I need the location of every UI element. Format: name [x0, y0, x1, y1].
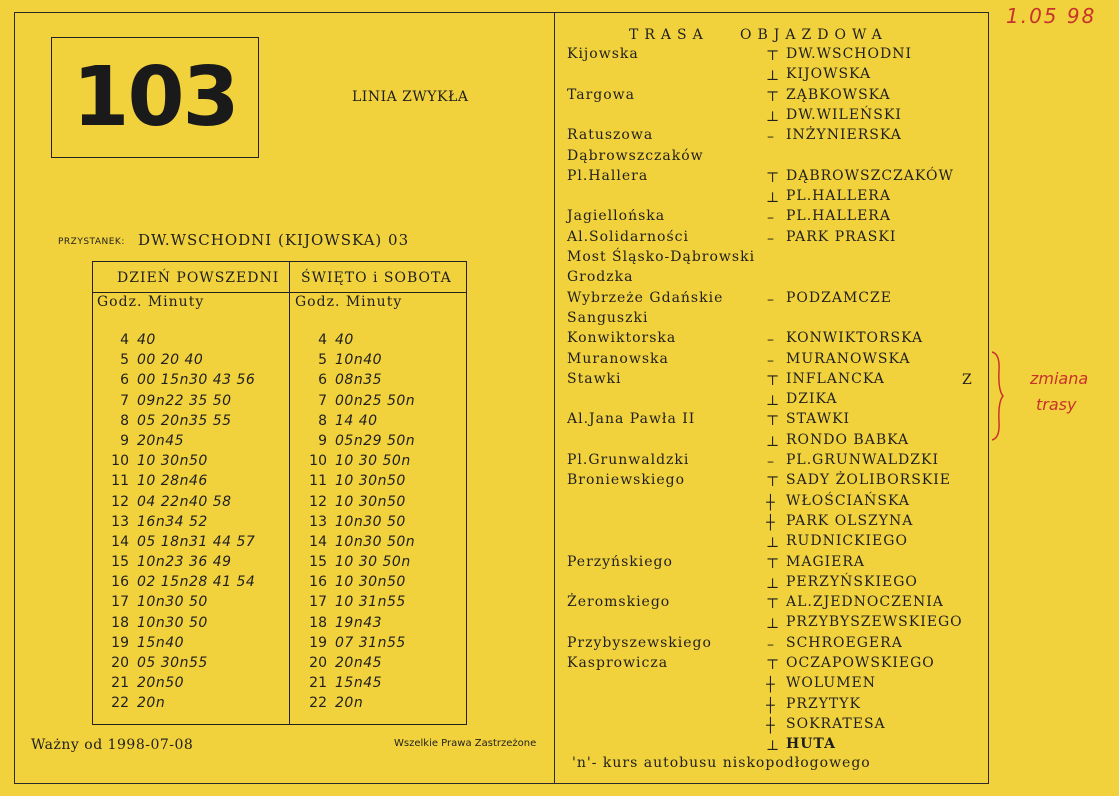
rights-notice: Wszelkie Prawa Zastrzeżone	[394, 738, 537, 749]
route-marker: ┼	[766, 677, 776, 694]
line-number: 103	[72, 50, 238, 145]
route-stop: WŁOŚCIAŃSKA	[786, 492, 911, 509]
route-stop: PERZYŃSKIEGO	[786, 573, 918, 590]
route-street: Al.Solidarności	[567, 228, 689, 245]
route-stop: AL.ZJEDNOCZENIA	[786, 594, 944, 611]
route-stop: DZIKA	[786, 391, 838, 408]
route-marker: ┼	[766, 697, 776, 714]
holiday-subheader: Godz. Minuty	[295, 294, 403, 310]
holiday-hour: 7	[318, 392, 327, 409]
holiday-minutes: 05n29 50n	[335, 432, 416, 449]
weekday-minutes: 20n50	[137, 675, 185, 692]
holiday-hour: 16	[309, 574, 327, 591]
handwritten-note	[1030, 366, 1088, 418]
holiday-hour: 4	[318, 332, 327, 348]
route-marker: ┼	[766, 717, 776, 734]
route-marker: ⊤	[766, 474, 781, 491]
weekday-subheader: Godz. Minuty	[97, 294, 205, 310]
table-column-divider	[289, 262, 290, 724]
holiday-minutes: 00n25 50n	[335, 392, 416, 409]
route-marker: ⊤	[766, 596, 781, 613]
weekday-minutes: 04 22n40 58	[137, 493, 232, 510]
route-marker: ┼	[766, 494, 776, 511]
route-stop: SCHROEGERA	[786, 634, 903, 651]
z-marker: Z	[962, 372, 972, 388]
holiday-minutes: 14 40	[335, 412, 378, 429]
weekday-hour: 18	[111, 614, 129, 631]
weekday-hour: 9	[120, 432, 129, 449]
holiday-minutes: 10 30 50n	[335, 554, 411, 571]
route-marker: –	[767, 230, 775, 247]
route-stop: PODZAMCZE	[786, 289, 892, 306]
weekday-hour: 8	[120, 412, 129, 429]
route-marker: ⊥	[766, 616, 781, 633]
route-stop: ZĄBKOWSKA	[786, 86, 891, 103]
holiday-hour: 21	[309, 675, 327, 692]
holiday-hour: 11	[309, 473, 327, 490]
route-marker	[766, 148, 776, 168]
holiday-minutes: 10 30n50	[335, 574, 406, 591]
route-street: Przybyszewskiego	[567, 634, 712, 651]
route-street: Wybrzeże Gdańskie	[567, 289, 724, 306]
route-street: Al.Jana Pawła II	[567, 411, 696, 428]
holiday-hour: 14	[309, 533, 327, 550]
route-stop: DĄBROWSZCZAKÓW	[786, 167, 954, 184]
route-marker: ⊤	[766, 169, 781, 186]
route-marker: –	[767, 454, 775, 470]
route-stop: PARK PRASKI	[786, 228, 897, 245]
line-number-box	[51, 37, 259, 158]
route-street: Most Śląsko-Dąbrowski	[567, 249, 756, 265]
route-marker: ⊤	[766, 555, 781, 572]
weekday-minutes: 40	[137, 332, 156, 348]
weekday-minutes: 20n	[137, 695, 166, 712]
route-street: Pl.Hallera	[567, 167, 649, 184]
holiday-minutes: 20n45	[335, 655, 383, 671]
weekday-hour: 6	[120, 372, 129, 389]
holiday-hour: 22	[309, 695, 327, 712]
weekday-minutes: 10n30 50	[137, 594, 208, 611]
line-type: LINIA ZWYKŁA	[352, 89, 469, 105]
route-street: Jagiellońska	[567, 208, 666, 225]
weekday-minutes: 05 20n35 55	[137, 412, 232, 429]
route-stop: KONWIKTORSKA	[786, 330, 924, 347]
weekday-hour: 10	[111, 453, 129, 470]
route-marker: ┼	[766, 514, 776, 531]
top-edge-text	[0, 0, 1119, 5]
route-marker: ⊥	[766, 433, 781, 450]
holiday-minutes: 15n45	[335, 675, 383, 692]
route-stop: MAGIERA	[786, 553, 866, 570]
weekday-hour: 15	[111, 554, 129, 571]
route-street: Ratuszowa	[567, 127, 654, 144]
route-marker: ⊥	[766, 393, 781, 410]
route-stop: PRZYTYK	[786, 695, 861, 712]
route-marker: ⊥	[766, 68, 781, 85]
weekday-hour: 20	[111, 655, 129, 671]
holiday-hour: 9	[318, 432, 327, 449]
weekday-minutes: 02 15n28 41 54	[137, 574, 256, 591]
holiday-hour: 15	[309, 554, 327, 571]
weekday-minutes: 00 15n30 43 56	[137, 372, 256, 389]
route-marker: –	[767, 352, 775, 369]
holiday-hour: 8	[318, 412, 327, 429]
stop-name: DW.WSCHODNI (KIJOWSKA) 03	[138, 231, 410, 249]
route-marker: ⊤	[766, 413, 781, 430]
holiday-minutes: 10 30n50	[335, 493, 406, 510]
route-marker: ⊥	[766, 190, 781, 207]
weekday-hour: 5	[120, 352, 129, 369]
weekday-header: DZIEŃ POWSZEDNI	[117, 270, 280, 286]
weekday-minutes: 10 28n46	[137, 473, 208, 490]
route-marker: ⊤	[766, 372, 781, 389]
route-street: Kasprowicza	[567, 655, 669, 671]
route-marker: ⊥	[766, 575, 781, 592]
weekday-hour: 19	[111, 634, 129, 651]
route-stop: DW.WSCHODNI	[786, 46, 913, 62]
weekday-minutes: 10 30n50	[137, 453, 208, 470]
weekday-hour: 11	[111, 473, 129, 490]
weekday-minutes: 10n23 36 49	[137, 554, 232, 571]
holiday-hour: 19	[309, 634, 327, 651]
weekday-hour: 21	[111, 675, 129, 692]
route-marker: –	[767, 332, 775, 349]
route-stop: PL.HALLERA	[786, 188, 891, 205]
holiday-minutes: 10n30 50	[335, 513, 406, 530]
weekday-hour: 16	[111, 574, 129, 591]
route-title: TRASA OBJAZDOWA	[629, 27, 888, 43]
route-stop: WOLUMEN	[786, 675, 877, 692]
weekday-minutes: 05 18n31 44 57	[137, 533, 256, 550]
holiday-minutes: 07 31n55	[335, 634, 406, 651]
holiday-hour: 17	[309, 594, 327, 611]
route-stop: OCZAPOWSKIEGO	[786, 655, 935, 671]
holiday-minutes: 40	[335, 332, 354, 348]
handwritten-note-line: trasy	[1036, 395, 1077, 414]
holiday-minutes: 20n	[335, 695, 364, 712]
route-marker: –	[767, 129, 775, 146]
holiday-hour: 5	[318, 352, 327, 369]
route-marker: –	[767, 210, 775, 227]
weekday-hour: 17	[111, 594, 129, 611]
route-stop: RONDO BABKA	[786, 431, 910, 448]
holiday-minutes: 10n30 50n	[335, 533, 416, 550]
holiday-hour: 6	[318, 372, 327, 389]
holiday-minutes: 19n43	[335, 614, 383, 631]
route-street: Sanguszki	[567, 309, 649, 326]
route-marker: ⊤	[766, 657, 781, 673]
route-stop: RUDNICKIEGO	[786, 533, 908, 550]
route-stop: PL.HALLERA	[786, 208, 891, 225]
holiday-minutes: 08n35	[335, 372, 383, 389]
weekday-minutes: 16n34 52	[137, 513, 208, 530]
route-marker: ⊥	[766, 535, 781, 552]
route-marker: ⊤	[766, 48, 781, 64]
route-street: Broniewskiego	[567, 472, 685, 489]
route-stop: MURANOWSKA	[786, 350, 911, 367]
route-street: Grodzka	[567, 269, 634, 286]
weekday-minutes: 20n45	[137, 432, 185, 449]
route-street: Stawki	[567, 370, 622, 387]
route-street: Targowa	[567, 86, 636, 103]
route-marker	[766, 310, 776, 330]
handwritten-date: 1.05 98	[1006, 4, 1097, 28]
vertical-divider	[554, 12, 555, 784]
route-marker: –	[767, 636, 775, 653]
weekday-minutes: 09n22 35 50	[137, 392, 232, 409]
route-street: Konwiktorska	[567, 330, 677, 347]
holiday-minutes: 10n40	[335, 352, 383, 369]
handwritten-brace	[990, 350, 1004, 442]
holiday-header: ŚWIĘTO i SOBOTA	[301, 270, 452, 286]
route-marker	[766, 249, 776, 269]
route-stop: KIJOWSKA	[786, 66, 872, 83]
holiday-minutes: 10 30 50n	[335, 453, 411, 470]
route-street: Perzyńskiego	[567, 553, 673, 570]
holiday-minutes: 10 30n50	[335, 473, 406, 490]
weekday-hour: 12	[111, 493, 129, 510]
holiday-minutes: 10 31n55	[335, 594, 406, 611]
route-marker	[766, 269, 776, 289]
weekday-hour: 13	[111, 513, 129, 530]
route-stop: PL.GRUNWALDZKI	[786, 452, 939, 468]
holiday-hour: 12	[309, 493, 327, 510]
weekday-hour: 4	[120, 332, 129, 348]
route-street: Dąbrowszczaków	[567, 147, 704, 164]
holiday-hour: 18	[309, 614, 327, 631]
holiday-hour: 10	[309, 453, 327, 470]
valid-from: Ważny od 1998-07-08	[31, 737, 194, 753]
route-stop: DW.WILEŃSKI	[786, 106, 902, 123]
route-marker: ⊥	[766, 738, 781, 755]
table-header-divider	[93, 292, 466, 293]
handwritten-note-line: zmiana	[1030, 369, 1089, 388]
weekday-hour: 22	[111, 695, 129, 712]
route-street: Żeromskiego	[567, 594, 671, 611]
route-stop: INŻYNIERSKA	[786, 127, 902, 144]
route-marker: ⊥	[766, 108, 781, 125]
weekday-minutes: 05 30n55	[137, 655, 208, 671]
weekday-minutes: 00 20 40	[137, 352, 204, 369]
route-stop: PRZYBYSZEWSKIEGO	[786, 614, 963, 631]
weekday-minutes: 10n30 50	[137, 614, 208, 631]
weekday-hour: 7	[120, 392, 129, 409]
weekday-minutes: 15n40	[137, 634, 185, 651]
holiday-hour: 13	[309, 513, 327, 530]
route-marker: ⊤	[766, 88, 781, 105]
route-marker: –	[767, 291, 775, 308]
route-stop: HUTA	[786, 736, 836, 753]
route-street: Muranowska	[567, 350, 669, 367]
route-street: Kijowska	[567, 46, 639, 62]
footnote: 'n'- kurs autobusu niskopodłogowego	[572, 755, 871, 771]
route-street: Pl.Grunwaldzki	[567, 452, 690, 468]
weekday-hour: 14	[111, 533, 129, 550]
route-stop: SOKRATESA	[786, 715, 886, 732]
departure-table	[92, 261, 467, 725]
holiday-hour: 20	[309, 655, 327, 671]
route-stop: SADY ŻOLIBORSKIE	[786, 472, 952, 489]
route-stop: INFLANCKA	[786, 370, 885, 387]
stop-label: PRZYSTANEK:	[58, 237, 125, 247]
route-stop: PARK OLSZYNA	[786, 512, 914, 529]
route-stop: STAWKI	[786, 411, 851, 428]
